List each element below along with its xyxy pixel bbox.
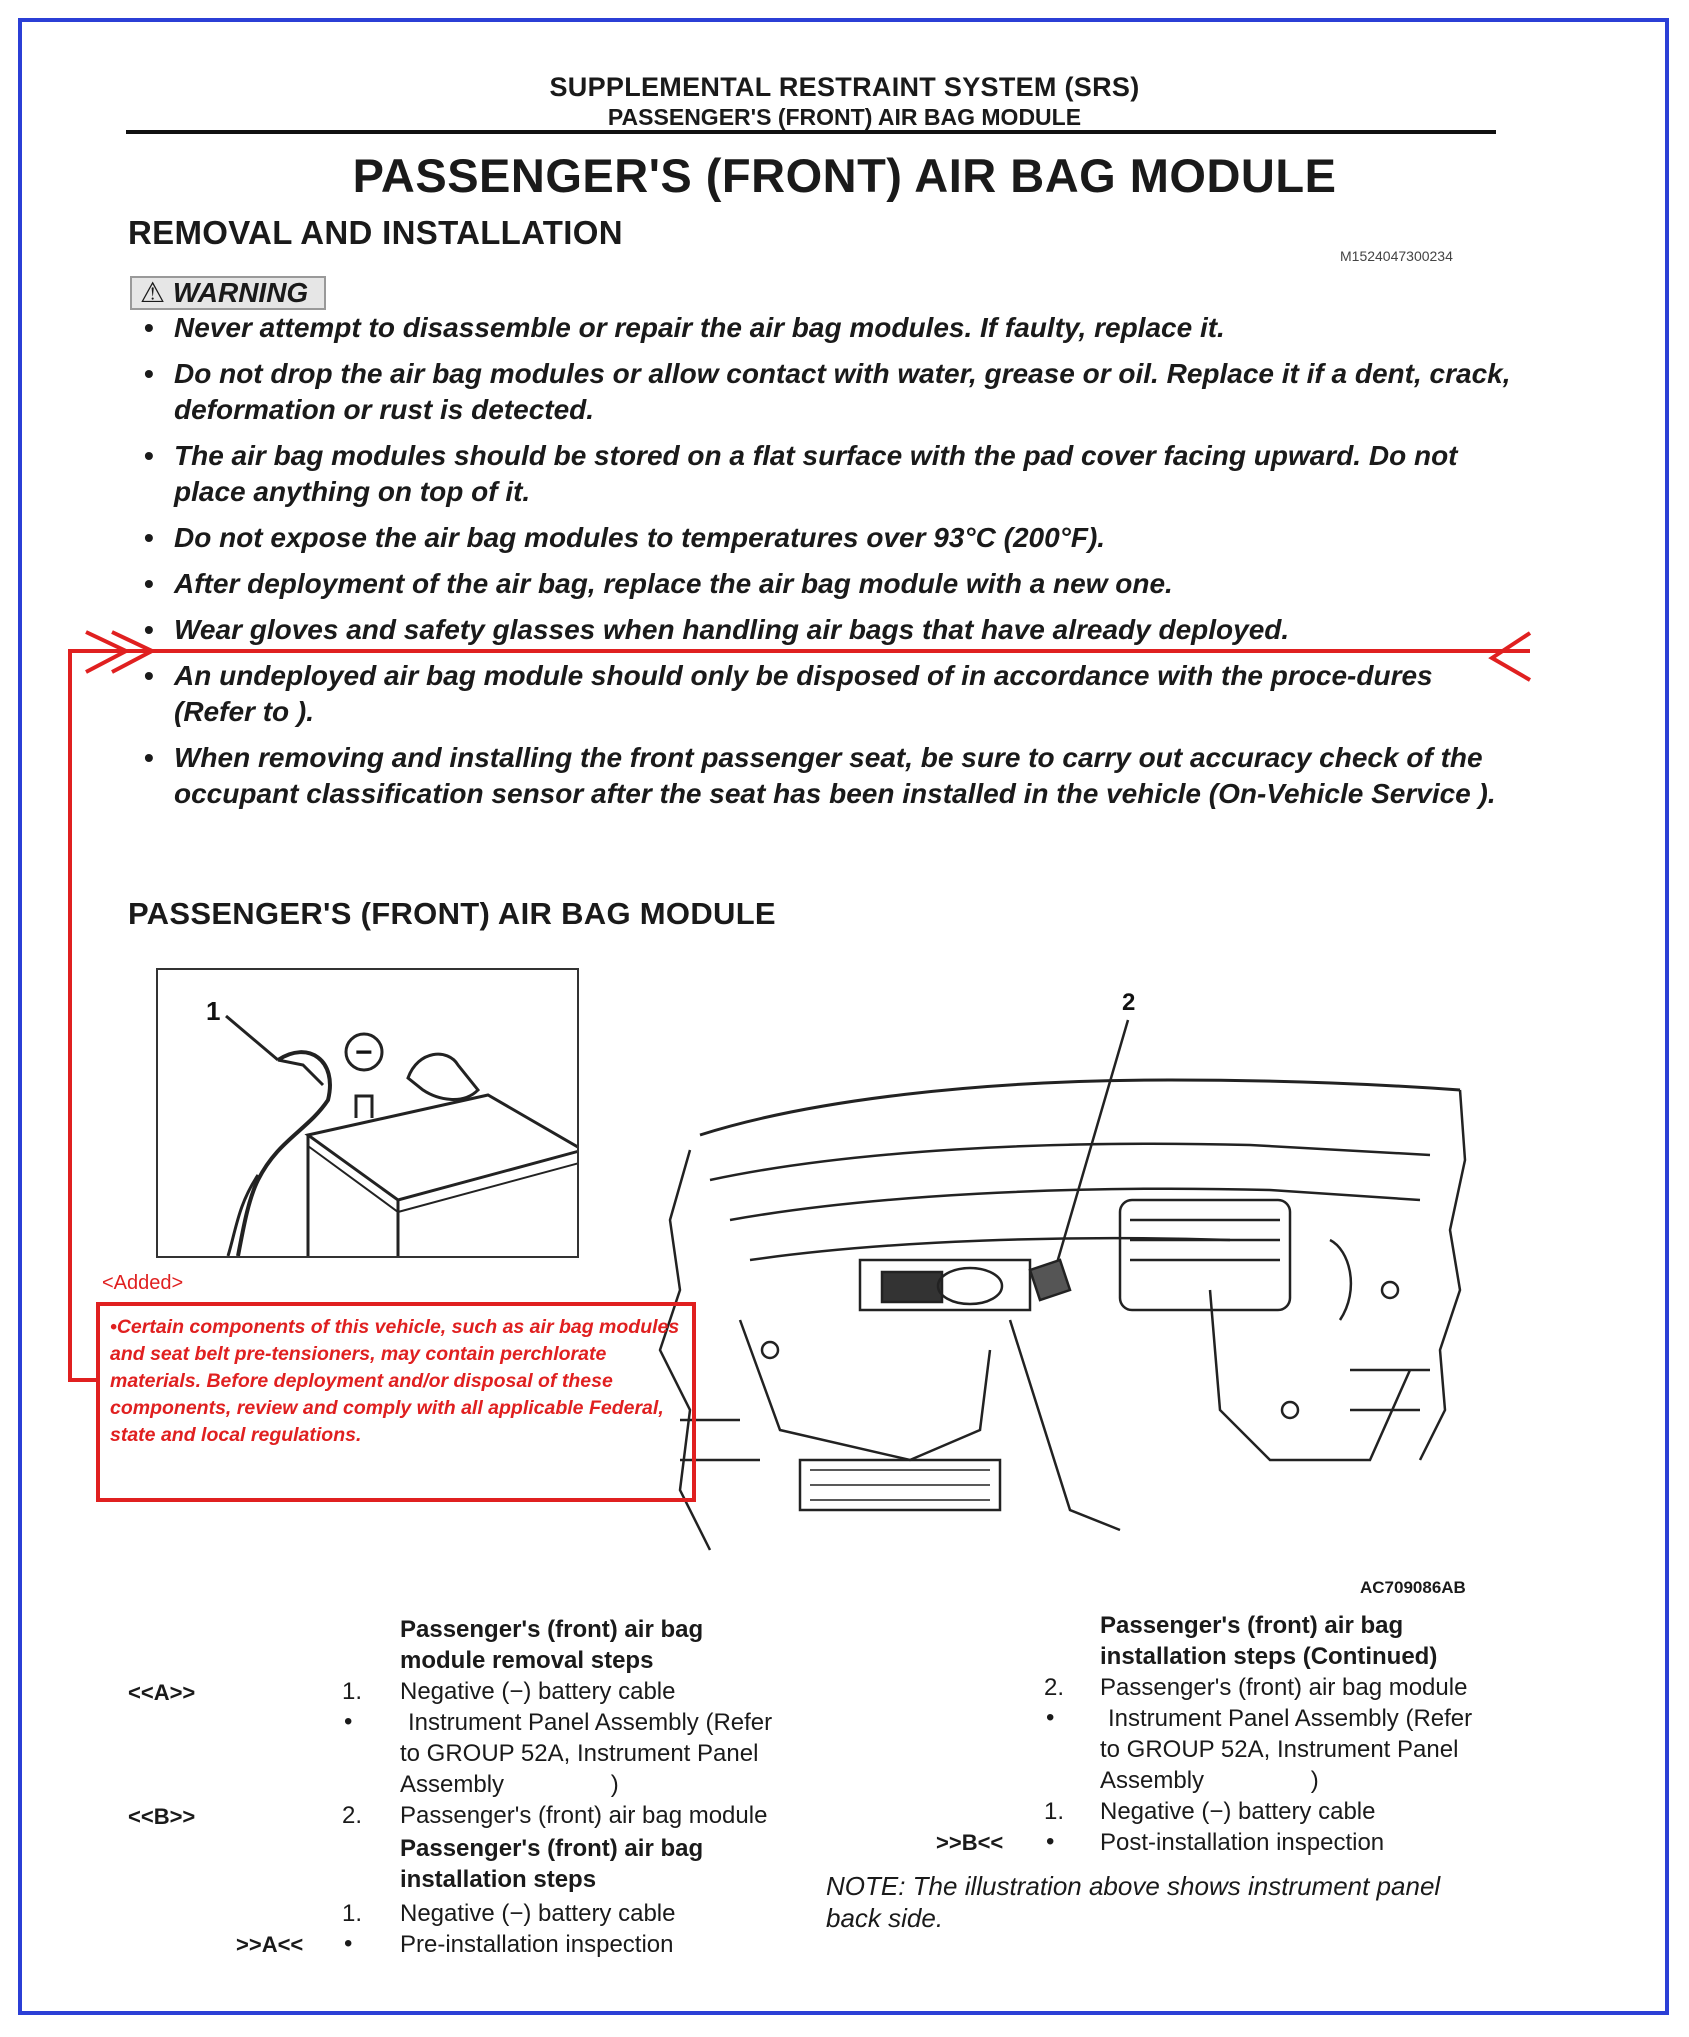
section-header: PASSENGER'S (FRONT) AIR BAG MODULE [607, 104, 1082, 130]
callout-1-leader [226, 1016, 278, 1060]
installation-cont-heading-1: Passenger's (front) air bag [1100, 1612, 1404, 1639]
added-note-box: •Certain components of this vehicle, such as air bag modules and seat belt pre-tensioners, may contain perchlorate materials. Before deployment and/or disposal of these components, review and comply with all applicable Federal, state and local regulations. [96, 1302, 696, 1502]
removal-step1-num: 1. [342, 1678, 363, 1705]
removal-step1: Negative (−) battery cable [400, 1678, 676, 1705]
callout-1: 1 [206, 996, 221, 1026]
battery-sides [308, 1135, 577, 1256]
removal-heading-2: module removal steps [400, 1647, 654, 1674]
instrument-panel-illustration [650, 990, 1470, 1570]
removal-heading-1: Passenger's (front) air bag [400, 1616, 704, 1643]
page-title: PASSENGER'S (FRONT) AIR BAG MODULE [352, 149, 1337, 202]
tag-a-installation: >>A<< [236, 1932, 304, 1957]
battery-top [308, 1095, 577, 1200]
warning-item: • The air bag modules should be stored on a flat surface with the pad cover facing upward. Do not place anything on top of it. [140, 438, 1520, 510]
cable-clamp [408, 1054, 478, 1099]
tag-a-removal: <<A>> [128, 1680, 196, 1705]
panel-ridge-1 [710, 1144, 1430, 1180]
added-label: <Added> [102, 1272, 184, 1294]
removal-bullet: • [344, 1708, 353, 1735]
doc-id: M1524047300234 [1340, 248, 1453, 264]
installation-cont-post: Post-installation inspection [1100, 1829, 1385, 1856]
warning-item: • Do not expose the air bag modules to temperatures over 93°C (200°F). [140, 520, 1520, 556]
illustration-note: NOTE: The illustration above shows instrument panel back side. [826, 1871, 1441, 1933]
removal-step2: Passenger's (front) air bag module [400, 1802, 768, 1829]
installation-cont-step2: Passenger's (front) air bag module [1100, 1674, 1468, 1701]
installation-heading-2: installation steps [400, 1866, 597, 1893]
airbag-inflator [938, 1268, 1002, 1304]
tag-b-installation: >>B<< [936, 1830, 1004, 1855]
installation-cont-bullet: • [1046, 1704, 1055, 1731]
tag-b-removal: <<B>> [128, 1804, 196, 1829]
installation-step1: Negative (−) battery cable [400, 1900, 676, 1927]
warning-label-text: WARNING [172, 277, 309, 308]
installation-cont-ip-2: to GROUP 52A, Instrument Panel [1100, 1736, 1459, 1763]
installation-cont-step2-num: 2. [1044, 1674, 1065, 1701]
warning-item: • After deployment of the air bag, replace the air bag module with a new one. [140, 566, 1520, 602]
warning-item: • An undeployed air bag module should only be disposed of in accordance with the proce-dures (Refer to ). [140, 658, 1520, 730]
removal-ip-3: Assembly ) [400, 1771, 619, 1798]
installation-cont-ip-1: Instrument Panel Assembly (Refer [1108, 1705, 1473, 1732]
removal-ip-2: to GROUP 52A, Instrument Panel [400, 1740, 759, 1767]
warning-item: • When removing and installing the front passenger seat, be sure to carry out accuracy check of the occupant classification sensor after the seat has been installed in the vehicle (On-Vehicle Service ). [140, 740, 1520, 812]
minus-sign: − [355, 1036, 373, 1069]
removal-ip-1: Instrument Panel Assembly (Refer [408, 1709, 773, 1736]
removal-step2-num: 2. [342, 1802, 363, 1829]
center-stay [1010, 1320, 1120, 1530]
system-header: SUPPLEMENTAL RESTRAINT SYSTEM (SRS) [549, 72, 1140, 102]
right-bracket [1210, 1290, 1410, 1460]
callout-2-leader [1052, 1020, 1128, 1280]
panel-right-edge [1420, 1090, 1465, 1460]
warning-item: • Wear gloves and safety glasses when handling air bags that have already deployed. [140, 612, 1520, 648]
section-heading: PASSENGER'S (FRONT) AIR BAG MODULE [128, 896, 776, 931]
installation-cont-step1: Negative (−) battery cable [1100, 1798, 1376, 1825]
warning-item: • Never attempt to disassemble or repair the air bag modules. If faulty, replace it. [140, 310, 1520, 346]
callout-2: 2 [1122, 990, 1136, 1016]
installation-cont-ip-3: Assembly ) [1100, 1767, 1319, 1794]
battery-illustration [158, 970, 577, 1256]
center-vent-outline [1120, 1200, 1290, 1310]
page-subtitle: REMOVAL AND INSTALLATION [128, 214, 623, 251]
battery-cable [238, 1052, 330, 1256]
battery-figure [156, 968, 579, 1258]
installation-bullet: • [344, 1930, 353, 1957]
insertion-caret-right [1492, 633, 1530, 680]
installation-cont-heading-2: installation steps (Continued) [1100, 1643, 1438, 1670]
installation-step1-num: 1. [342, 1900, 363, 1927]
panel-top-edge [700, 1080, 1460, 1135]
installation-heading-1: Passenger's (front) air bag [400, 1835, 704, 1862]
figure-code: AC709086AB [1360, 1578, 1466, 1597]
installation-cont-step1-num: 1. [1044, 1798, 1065, 1825]
insertion-connector [70, 651, 100, 1380]
installation-pre: Pre-installation inspection [400, 1931, 674, 1958]
installation-cont-bullet-2: • [1046, 1828, 1055, 1855]
lower-structure [740, 1320, 990, 1460]
warning-item: • Do not drop the air bag modules or allow contact with water, grease or oil. Replace it if a dent, crack, deformation or rust is detected. [140, 356, 1520, 428]
battery-post [356, 1096, 372, 1118]
warning-triangle-icon: ⚠ [140, 277, 166, 308]
